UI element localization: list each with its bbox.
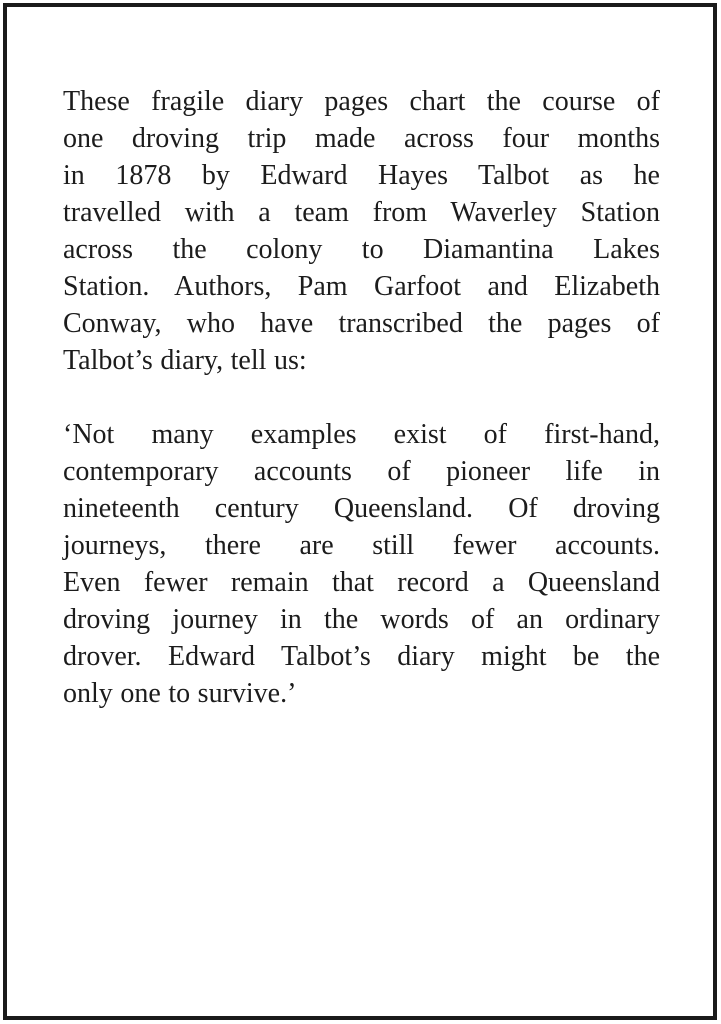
text-line: only one to survive.’ [63,678,297,709]
text-line: one droving trip made across four months [63,123,660,154]
page-border-frame [3,3,717,1020]
text-line: travelled with a team from Waverley Station [63,197,660,228]
text-line: Station. Authors, Pam Garfoot and Elizabeth [63,271,660,302]
text-line: Conway, who have transcribed the pages of [63,308,660,339]
text-line: These fragile diary pages chart the course of [63,86,660,117]
text-line: ‘Not many examples exist of first-hand, [63,419,660,450]
text-line: journeys, there are still fewer accounts. [63,530,660,561]
text-line: Even fewer remain that record a Queensland [63,567,660,598]
text-line: in 1878 by Edward Hayes Talbot as he [63,160,660,191]
text-line: across the colony to Diamantina Lakes [63,234,660,265]
text-line: droving journey in the words of an ordinary [63,604,660,635]
paragraph-intro [63,83,660,379]
text-line: Talbot’s diary, tell us: [63,345,307,376]
document-text-block [63,83,660,749]
text-line: contemporary accounts of pioneer life in [63,456,660,487]
paragraph-quote [63,416,660,712]
text-line: nineteenth century Queensland. Of droving [63,493,660,524]
text-line: drover. Edward Talbot’s diary might be the [63,641,660,672]
